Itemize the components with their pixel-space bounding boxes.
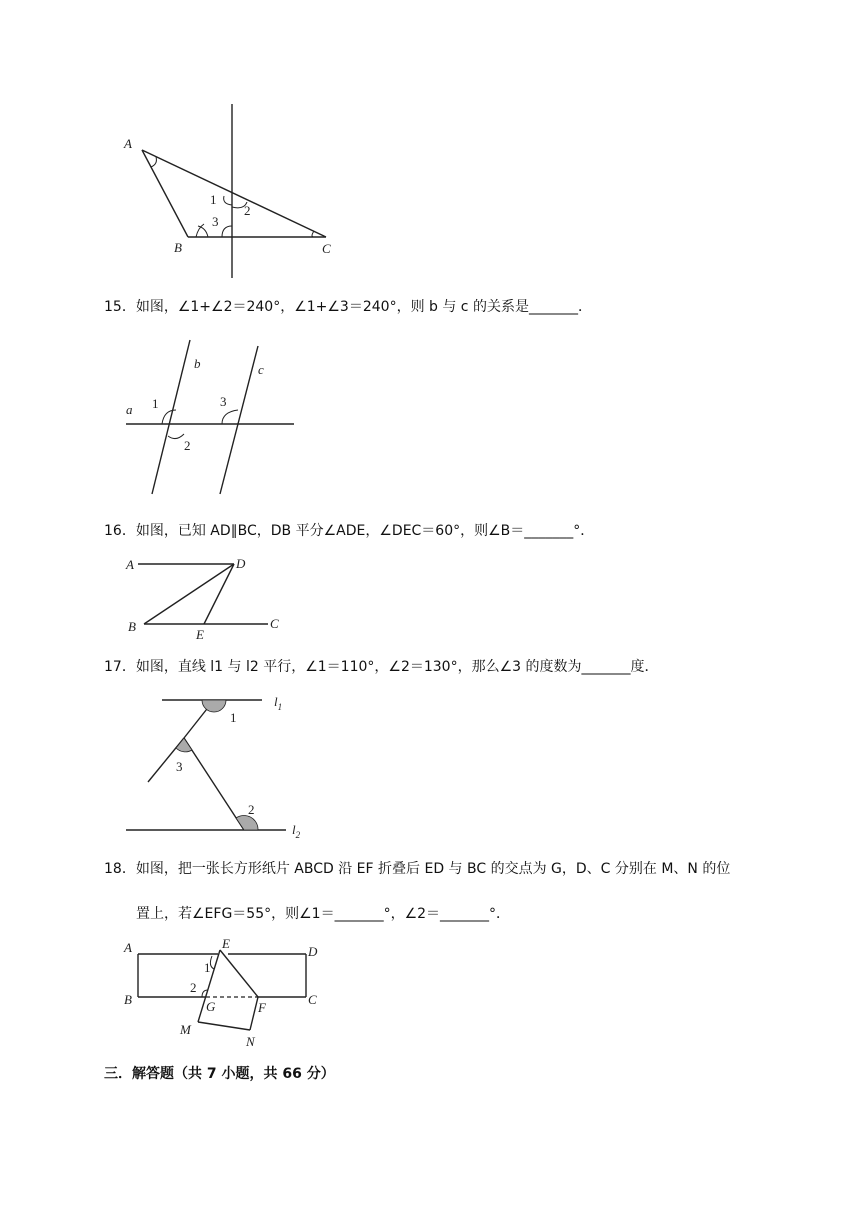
label-e: E [222, 936, 230, 951]
side-ab [142, 150, 188, 237]
figure-folded-rectangle [118, 934, 338, 1054]
label-l2: $l_2$ [292, 822, 301, 840]
angle-arc-2 [168, 434, 184, 439]
label-g: G [206, 999, 216, 1014]
label-d: D [308, 944, 318, 959]
question-number: 17 [104, 659, 122, 675]
fold-mn [198, 1022, 250, 1030]
question-number: 15 [104, 299, 122, 315]
label-e: E [196, 627, 204, 642]
angle-arc-1 [210, 956, 214, 969]
label-a: A [124, 940, 132, 955]
label-a: A [124, 136, 132, 151]
figure-parallel-l1-l2 [118, 688, 318, 848]
label-angle-2: 2 [244, 203, 251, 218]
label-m: M [180, 1022, 191, 1037]
segment-lower [184, 738, 244, 830]
fold-ef [220, 950, 258, 997]
angle-arc-b [196, 224, 208, 237]
angle-arc-a [151, 157, 156, 167]
angle-arc-1 [224, 196, 232, 205]
question-18-continued [136, 904, 510, 924]
section-title: 三．解答题（共 7 小题，共 66 分） [104, 1066, 335, 1082]
label-d: D [236, 556, 246, 571]
label-a: A [126, 557, 134, 572]
segment-db [144, 564, 234, 624]
label-angle-3: 3 [220, 394, 227, 409]
label-angle-2: 2 [184, 438, 191, 453]
label-f: F [258, 1000, 266, 1015]
figure-triangle-abc [118, 100, 338, 280]
label-angle-3: 3 [176, 759, 183, 774]
angle-shade-2 [236, 815, 258, 830]
angle-arc-c [312, 231, 314, 237]
segment-de [204, 564, 234, 624]
label-angle-2: 2 [248, 802, 255, 817]
label-angle-1: 1 [210, 192, 217, 207]
label-c: C [322, 241, 331, 256]
line-c [220, 346, 258, 494]
question-18 [104, 859, 730, 879]
label-l1: $l_1$ [274, 694, 283, 712]
question-text: ．如图，∠1+∠2＝240°，∠1+∠3＝240°，则 b 与 c 的关系是_______． [121, 299, 592, 315]
label-angle-3: 3 [212, 214, 219, 229]
label-b: B [124, 992, 132, 1007]
label-c: C [270, 616, 279, 631]
figure-lines-abc [118, 334, 308, 504]
angle-arc-1 [162, 410, 176, 424]
question-text: ．如图，已知 AD∥BC，DB 平分∠ADE，∠DEC＝60°，则∠B＝_______°． [121, 523, 595, 539]
question-text: ．如图，把一张长方形纸片 ABCD 沿 EF 折叠后 ED 与 BC 的交点为 G，D、C 分别在 M、N 的位 [121, 861, 731, 877]
question-number: 18 [104, 861, 122, 877]
label-b: B [128, 619, 136, 634]
line-b [152, 340, 190, 494]
question-text: ．如图，直线 l1 与 l2 平行，∠1＝110°，∠2＝130°，那么∠3 的度数为_______度． [121, 659, 659, 675]
figure-adbec [120, 552, 300, 644]
question-text: 置上，若∠EFG＝55°，则∠1＝_______°，∠2＝_______°． [136, 906, 511, 922]
question-17 [104, 657, 659, 677]
label-n: N [246, 1034, 255, 1049]
label-angle-1: 1 [152, 396, 159, 411]
label-c: C [308, 992, 317, 1007]
side-ac [142, 150, 326, 237]
question-number: 16 [104, 523, 122, 539]
angle-shade-3 [176, 738, 192, 752]
angle-arc-3 [222, 226, 232, 237]
label-angle-1: 1 [204, 960, 211, 975]
label-b: B [174, 240, 182, 255]
label-angle-1: 1 [230, 710, 237, 725]
label-angle-2: 2 [190, 980, 197, 995]
question-16 [104, 521, 594, 541]
label-a: a [126, 402, 133, 417]
question-15 [104, 297, 592, 317]
label-c: c [258, 362, 264, 377]
angle-arc-3 [222, 410, 238, 424]
fold-nf [250, 997, 258, 1030]
label-b: b [194, 356, 201, 371]
